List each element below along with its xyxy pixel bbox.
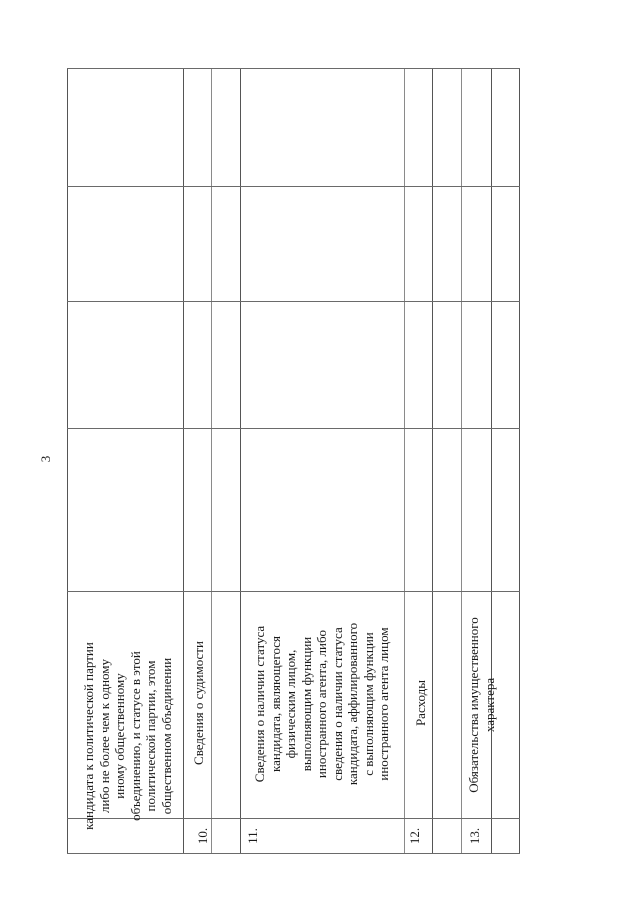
data-table <box>67 68 520 854</box>
column-separator <box>67 428 520 429</box>
page-number: 3 <box>38 455 53 463</box>
row-description: Сведения о наличии статуса кандидата, являющегося физическим лицом, выполняющим функции иностранного агента, либо сведения о наличии статуса кандидата, аффилированного с выполняющим функции иностранного агента лицом <box>252 622 391 786</box>
row-number: 10. <box>195 827 210 845</box>
row-number: 11. <box>245 828 260 844</box>
row-description: Обязательства имущественного характера <box>466 617 497 793</box>
row-description: Расходы <box>413 679 428 727</box>
column-separator <box>67 853 520 854</box>
row-description: Сведения о судимости <box>191 641 206 765</box>
row-description: кандидата к политической партии либо не более чем к одному иному общественному объединению, и статусе в этой политической партии, этом общественном объединении <box>81 642 174 830</box>
column-separator <box>67 68 520 69</box>
row-number: 12. <box>407 827 422 845</box>
row-number: 13. <box>467 827 482 845</box>
column-separator <box>67 186 520 187</box>
column-separator <box>67 301 520 302</box>
